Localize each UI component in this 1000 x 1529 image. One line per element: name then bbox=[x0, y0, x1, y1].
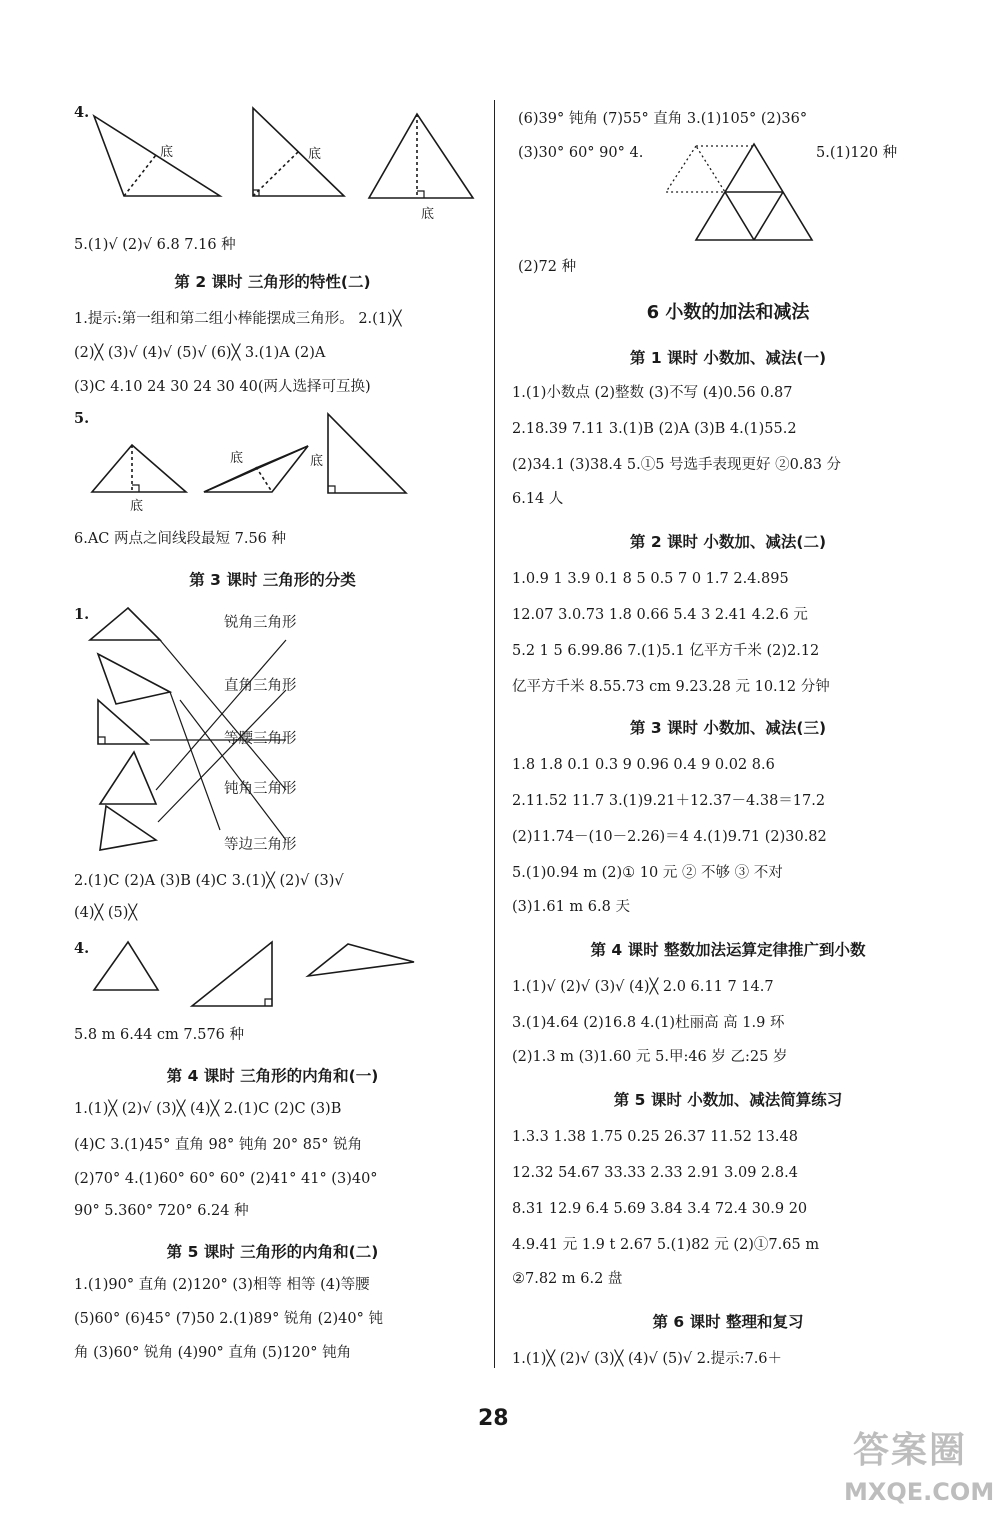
answer-line: 1.提示:第一组和第二组小棒能摆成三角形。 2.(1)╳ bbox=[74, 311, 402, 327]
column-divider bbox=[494, 100, 495, 1368]
answer-line: (3)1.61 m 6.8 天 bbox=[512, 899, 630, 915]
answer-line: (4)╳ (5)╳ bbox=[74, 905, 138, 921]
class-label-right: 直角三角形 bbox=[224, 678, 297, 694]
lesson-heading: 第 5 课时 小数加、减法简算练习 bbox=[613, 1091, 843, 1109]
answer-line: (3)C 4.10 24 30 24 30 40(两人选择可互换) bbox=[74, 379, 371, 395]
answer-line: (3)30° 60° 90° 4. bbox=[518, 145, 644, 161]
answer-line: (6)39° 钝角 (7)55° 直角 3.(1)105° (2)36° bbox=[518, 111, 808, 127]
lesson-heading: 第 2 课时 小数加、减法(二) bbox=[629, 533, 827, 551]
class-label-acute: 锐角三角形 bbox=[224, 615, 297, 631]
lesson-heading: 第 5 课时 三角形的内角和(二) bbox=[166, 1243, 379, 1261]
answer-line: 6.14 人 bbox=[512, 491, 564, 507]
answer-line: 1.3.3 1.38 1.75 0.25 26.37 11.52 13.48 bbox=[512, 1129, 798, 1145]
answer-line: (2)70° 4.(1)60° 60° 60° (2)41° 41° (3)40° bbox=[74, 1171, 378, 1187]
q1-label: 1. bbox=[74, 606, 90, 623]
base-label: 底 bbox=[160, 145, 174, 160]
answer-line: 2.18.39 7.11 3.(1)B (2)A (3)B 4.(1)55.2 bbox=[512, 421, 797, 437]
lesson-heading: 第 6 课时 整理和复习 bbox=[652, 1313, 804, 1331]
base-label: 底 bbox=[308, 147, 322, 162]
watermark-url: MXQE.COM bbox=[844, 1478, 995, 1506]
class-label-equilateral: 等边三角形 bbox=[224, 837, 297, 853]
answer-line: 2.11.52 11.7 3.(1)9.21＋12.37－4.38＝17.2 bbox=[512, 793, 826, 809]
watermark-text: 答案圈 bbox=[852, 1430, 967, 1471]
answer-line: 3.(1)4.64 (2)16.8 4.(1)杜丽高 高 1.9 环 bbox=[512, 1015, 785, 1031]
answer-line: 90° 5.360° 720° 6.24 种 bbox=[74, 1203, 249, 1219]
answer-line: (2)72 种 bbox=[518, 259, 577, 275]
answer-line: 5.(1)0.94 m (2)① 10 元 ② 不够 ③ 不对 bbox=[512, 865, 783, 881]
answer-line: (2)11.74－(10－2.26)＝4 4.(1)9.71 (2)30.82 bbox=[512, 829, 827, 845]
answer-line: 12.32 54.67 33.33 2.33 2.91 3.09 2.8.4 bbox=[512, 1165, 798, 1181]
answers-q6-q7: 6.AC 两点之间线段最短 7.56 种 bbox=[74, 531, 287, 547]
answer-line: 1.(1)90° 直角 (2)120° (3)相等 相等 (4)等腰 bbox=[74, 1277, 370, 1293]
base-label: 底 bbox=[230, 451, 244, 466]
class-label-isosceles: 等腰三角形 bbox=[224, 731, 297, 747]
answer-line: 8.31 12.9 6.4 5.69 3.84 3.4 72.4 30.9 20 bbox=[512, 1201, 808, 1217]
answer-line: 2.(1)C (2)A (3)B (4)C 3.(1)╳ (2)√ (3)√ bbox=[74, 873, 344, 889]
answers-q5-q7: 5.(1)√ (2)√ 6.8 7.16 种 bbox=[74, 237, 236, 253]
chapter-title: 6 小数的加法和减法 bbox=[646, 302, 810, 323]
triangle-grid-figure bbox=[508, 0, 948, 250]
q4-drawn-triangles bbox=[60, 0, 485, 1020]
base-label: 底 bbox=[130, 499, 144, 514]
answer-line: 4.9.41 元 1.9 t 2.67 5.(1)82 元 (2)①7.65 m bbox=[512, 1237, 820, 1253]
answer-line: 1.(1)╳ (2)√ (3)╳ (4)√ (5)√ 2.提示:7.6＋ bbox=[512, 1351, 783, 1367]
answer-line: 亿平方千米 8.55.73 cm 9.23.28 元 10.12 分钟 bbox=[512, 679, 830, 695]
answer-line: 5.8 m 6.44 cm 7.576 种 bbox=[74, 1027, 245, 1043]
answer-line: (5)60° (6)45° (7)50 2.(1)89° 锐角 (2)40° 钝 bbox=[74, 1311, 383, 1327]
watermark-logo bbox=[844, 1422, 995, 1522]
answer-line: 1.(1)√ (2)√ (3)√ (4)╳ 2.0 6.11 7 14.7 bbox=[512, 979, 774, 995]
answer-line: 1.(1)小数点 (2)整数 (3)不写 (4)0.56 0.87 bbox=[512, 385, 793, 401]
lesson-heading: 第 1 课时 小数加、减法(一) bbox=[629, 349, 827, 367]
answer-line: (4)C 3.(1)45° 直角 98° 钝角 20° 85° 锐角 bbox=[74, 1137, 363, 1153]
page-number: 28 bbox=[478, 1406, 509, 1431]
answer-line: (2)1.3 m (3)1.60 元 5.甲:46 岁 乙:25 岁 bbox=[512, 1049, 788, 1065]
answer-line: 12.07 3.0.73 1.8 0.66 5.4 3 2.41 4.2.6 元 bbox=[512, 607, 808, 623]
answer-line: 5.2 1 5 6.99.86 7.(1)5.1 亿平方千米 (2)2.12 bbox=[512, 643, 820, 659]
lesson-heading: 第 4 课时 整数加法运算定律推广到小数 bbox=[590, 941, 866, 959]
answer-line: 角 (3)60° 锐角 (4)90° 直角 (5)120° 钝角 bbox=[74, 1345, 352, 1361]
lesson-heading: 第 2 课时 三角形的特性(二) bbox=[174, 273, 371, 291]
lesson-heading: 第 3 课时 小数加、减法(三) bbox=[629, 719, 827, 737]
answer-line: ②7.82 m 6.2 盘 bbox=[512, 1271, 623, 1287]
base-label: 底 bbox=[421, 207, 435, 222]
answer-line: 1.8 1.8 0.1 0.3 9 0.96 0.4 9 0.02 8.6 bbox=[512, 757, 775, 773]
base-label: 底 bbox=[310, 454, 324, 469]
answer-line: 5.(1)120 种 bbox=[816, 145, 898, 161]
answer-line: (2)╳ (3)√ (4)√ (5)√ (6)╳ 3.(1)A (2)A bbox=[74, 345, 326, 361]
q4-label: 4. bbox=[74, 104, 90, 121]
q5-label: 5. bbox=[74, 410, 90, 427]
lesson-heading: 第 4 课时 三角形的内角和(一) bbox=[166, 1067, 379, 1085]
answer-line: (2)34.1 (3)38.4 5.①5 号选手表现更好 ②0.83 分 bbox=[512, 457, 842, 473]
q4b-label: 4. bbox=[74, 940, 90, 957]
answer-line: 1.0.9 1 3.9 0.1 8 5 0.5 7 0 1.7 2.4.895 bbox=[512, 571, 789, 587]
class-label-obtuse: 钝角三角形 bbox=[224, 781, 297, 797]
lesson-heading: 第 3 课时 三角形的分类 bbox=[189, 571, 356, 589]
answer-line: 1.(1)╳ (2)√ (3)╳ (4)╳ 2.(1)C (2)C (3)B bbox=[74, 1101, 342, 1117]
